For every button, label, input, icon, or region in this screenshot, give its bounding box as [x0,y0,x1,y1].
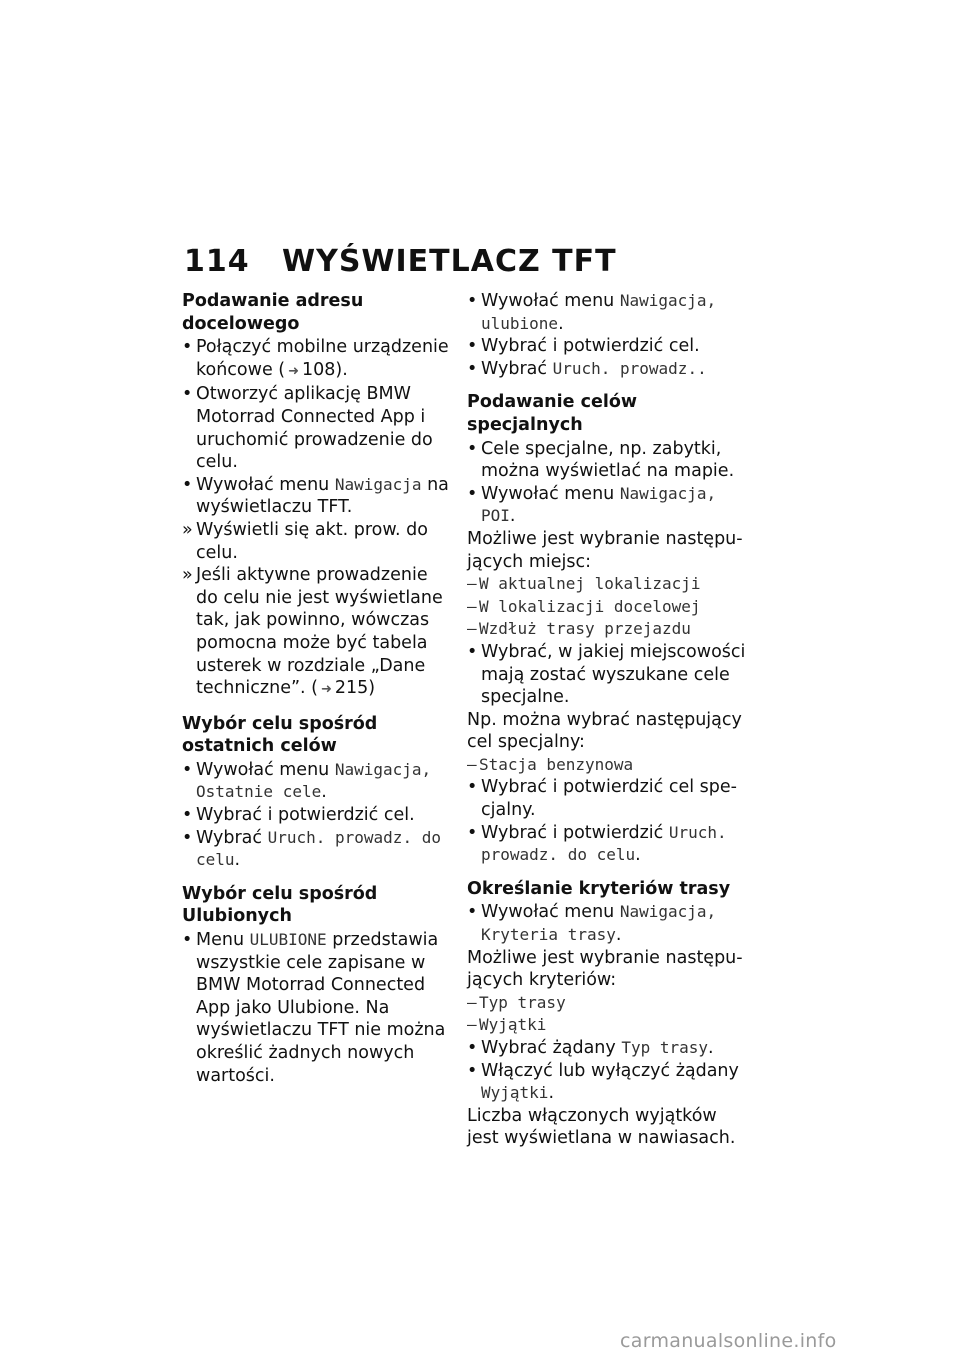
page-title: WYŚWIETLACZ TFT [282,244,617,279]
page-ref-arrow-icon: ➜ [288,363,300,379]
text: . [234,850,241,871]
list-item: • Otworzyć aplikację BMW Motorrad Connected App i uruchomić prowadzenie do celu. [182,383,454,473]
menu-name: Nawigacja, Ostatnie cele [196,759,432,802]
list-item [182,929,454,1087]
list-item [467,290,747,335]
text: . [509,506,516,527]
menu-name: Nawigacja [334,474,422,494]
text: Wybrać żądany [481,1038,622,1058]
page-number: 114 [184,244,250,279]
list-item [182,759,454,804]
text: przedstawia wszystkie cele zapisane w BMW Motorrad Connected App jako Ulubione. Na wyświetlaczu TFT nie można określić żadnych nowych wartości. [196,930,446,1086]
text: Wybrać [481,358,553,379]
text: Wywołać menu [481,483,620,504]
paragraph: Możliwe jest wybranie następujących miejsc: [467,528,743,572]
page-ref-arrow-icon: ➜ [320,682,332,698]
watermark: carmanualsonline.info [620,1330,837,1352]
paragraph: Możliwe jest wybranie następujących kryteriów: [467,947,743,991]
menu-name: ULUBIONE [249,930,327,950]
text: Wybrać i potwierdzić [481,822,669,843]
section-title: Wybór celu spośród ostatnich celów [182,713,378,757]
text: Menu [196,930,250,951]
list-item: • Wybrać, w jakiej miejscowości mają zostać wyszukane cele specjalne. [467,641,747,709]
menu-name: Uruch. prowadz.. [552,358,707,378]
text: Wybrać [196,827,268,848]
option-item: – Stacja benzynowa [467,754,747,777]
text: Wywołać menu [196,474,335,495]
paragraph: Liczba włączonych wyjątków jest wyświetlana w nawiasach. [467,1105,736,1149]
menu-name: Nawigacja, ulubione [481,291,717,333]
text: Włączyć lub wyłączyć żądany [481,1060,739,1081]
option-item: – Wyjątki [467,1014,747,1037]
page-header [184,244,617,279]
menu-name: Uruch. prowadz. do celu [196,827,441,870]
text: . [708,1038,714,1058]
text: Jeśli aktywne prowadzenie do celu nie jest wyświetlane tak, jak powinno, wówczas pomocna może być tabela usterek w rozdziale „Dane techniczne”. ( [196,565,443,699]
section-title: Wybór celu spośród Ulubionych [182,883,378,927]
option-item: – W aktualnej lokalizacji [467,573,747,596]
page-ref: 108 [302,359,336,380]
list-item [467,822,747,867]
text: Wywołać menu [481,902,620,923]
list-item [467,483,747,528]
menu-name: Nawigacja, POI [481,483,717,526]
text: na wyświetlaczu TFT. [196,474,449,518]
text: . [615,925,622,946]
text: Połączyć mobilne urządzenie końcowe ( [196,337,449,380]
list-item [467,901,747,946]
list-item [182,336,454,383]
left-column [182,290,454,1087]
list-item: • Cele specjalne, np. zabytki, można wyświetlać na mapie. [467,438,747,483]
option-item: – Wzdłuż trasy przejazdu [467,618,747,641]
text: ) [368,678,376,699]
list-item [467,1037,747,1060]
list-item: • Wybrać i potwierdzić cel specjalny. [467,776,747,821]
list-item [467,358,747,381]
right-column [467,290,747,1150]
menu-name: Nawigacja, Kryteria trasy [481,902,717,945]
text: ). [335,359,348,380]
text: . [635,845,641,866]
result-item [182,564,454,702]
page-ref: 215 [334,678,369,699]
text: . [548,1083,555,1104]
result-item: » Wyświetli się akt. prow. do celu. [182,519,454,564]
list-item: • Wybrać i potwierdzić cel. [467,335,747,358]
section-title: Podawanie adresu docelowego [182,291,364,334]
option-item: – W lokalizacji docelowej [467,596,747,619]
menu-name: Uruch. prowadz. do celu [481,822,727,865]
section-title: Określanie kryteriów trasy [467,878,731,899]
text: . [321,782,327,803]
menu-name: Wyjątki [481,1083,549,1103]
list-item [182,827,454,872]
text: Wywołać menu [481,291,620,311]
paragraph: Np. można wybrać następujący cel specjalny: [467,709,742,753]
text: . [558,313,564,334]
list-item [182,474,454,519]
section-title: Podawanie celów specjalnych [467,392,638,435]
menu-name: Typ trasy [621,1038,709,1057]
list-item [467,1060,747,1105]
option-item: – Typ trasy [467,992,747,1015]
text: Wywołać menu [196,759,335,780]
list-item: • Wybrać i potwierdzić cel. [182,804,454,827]
